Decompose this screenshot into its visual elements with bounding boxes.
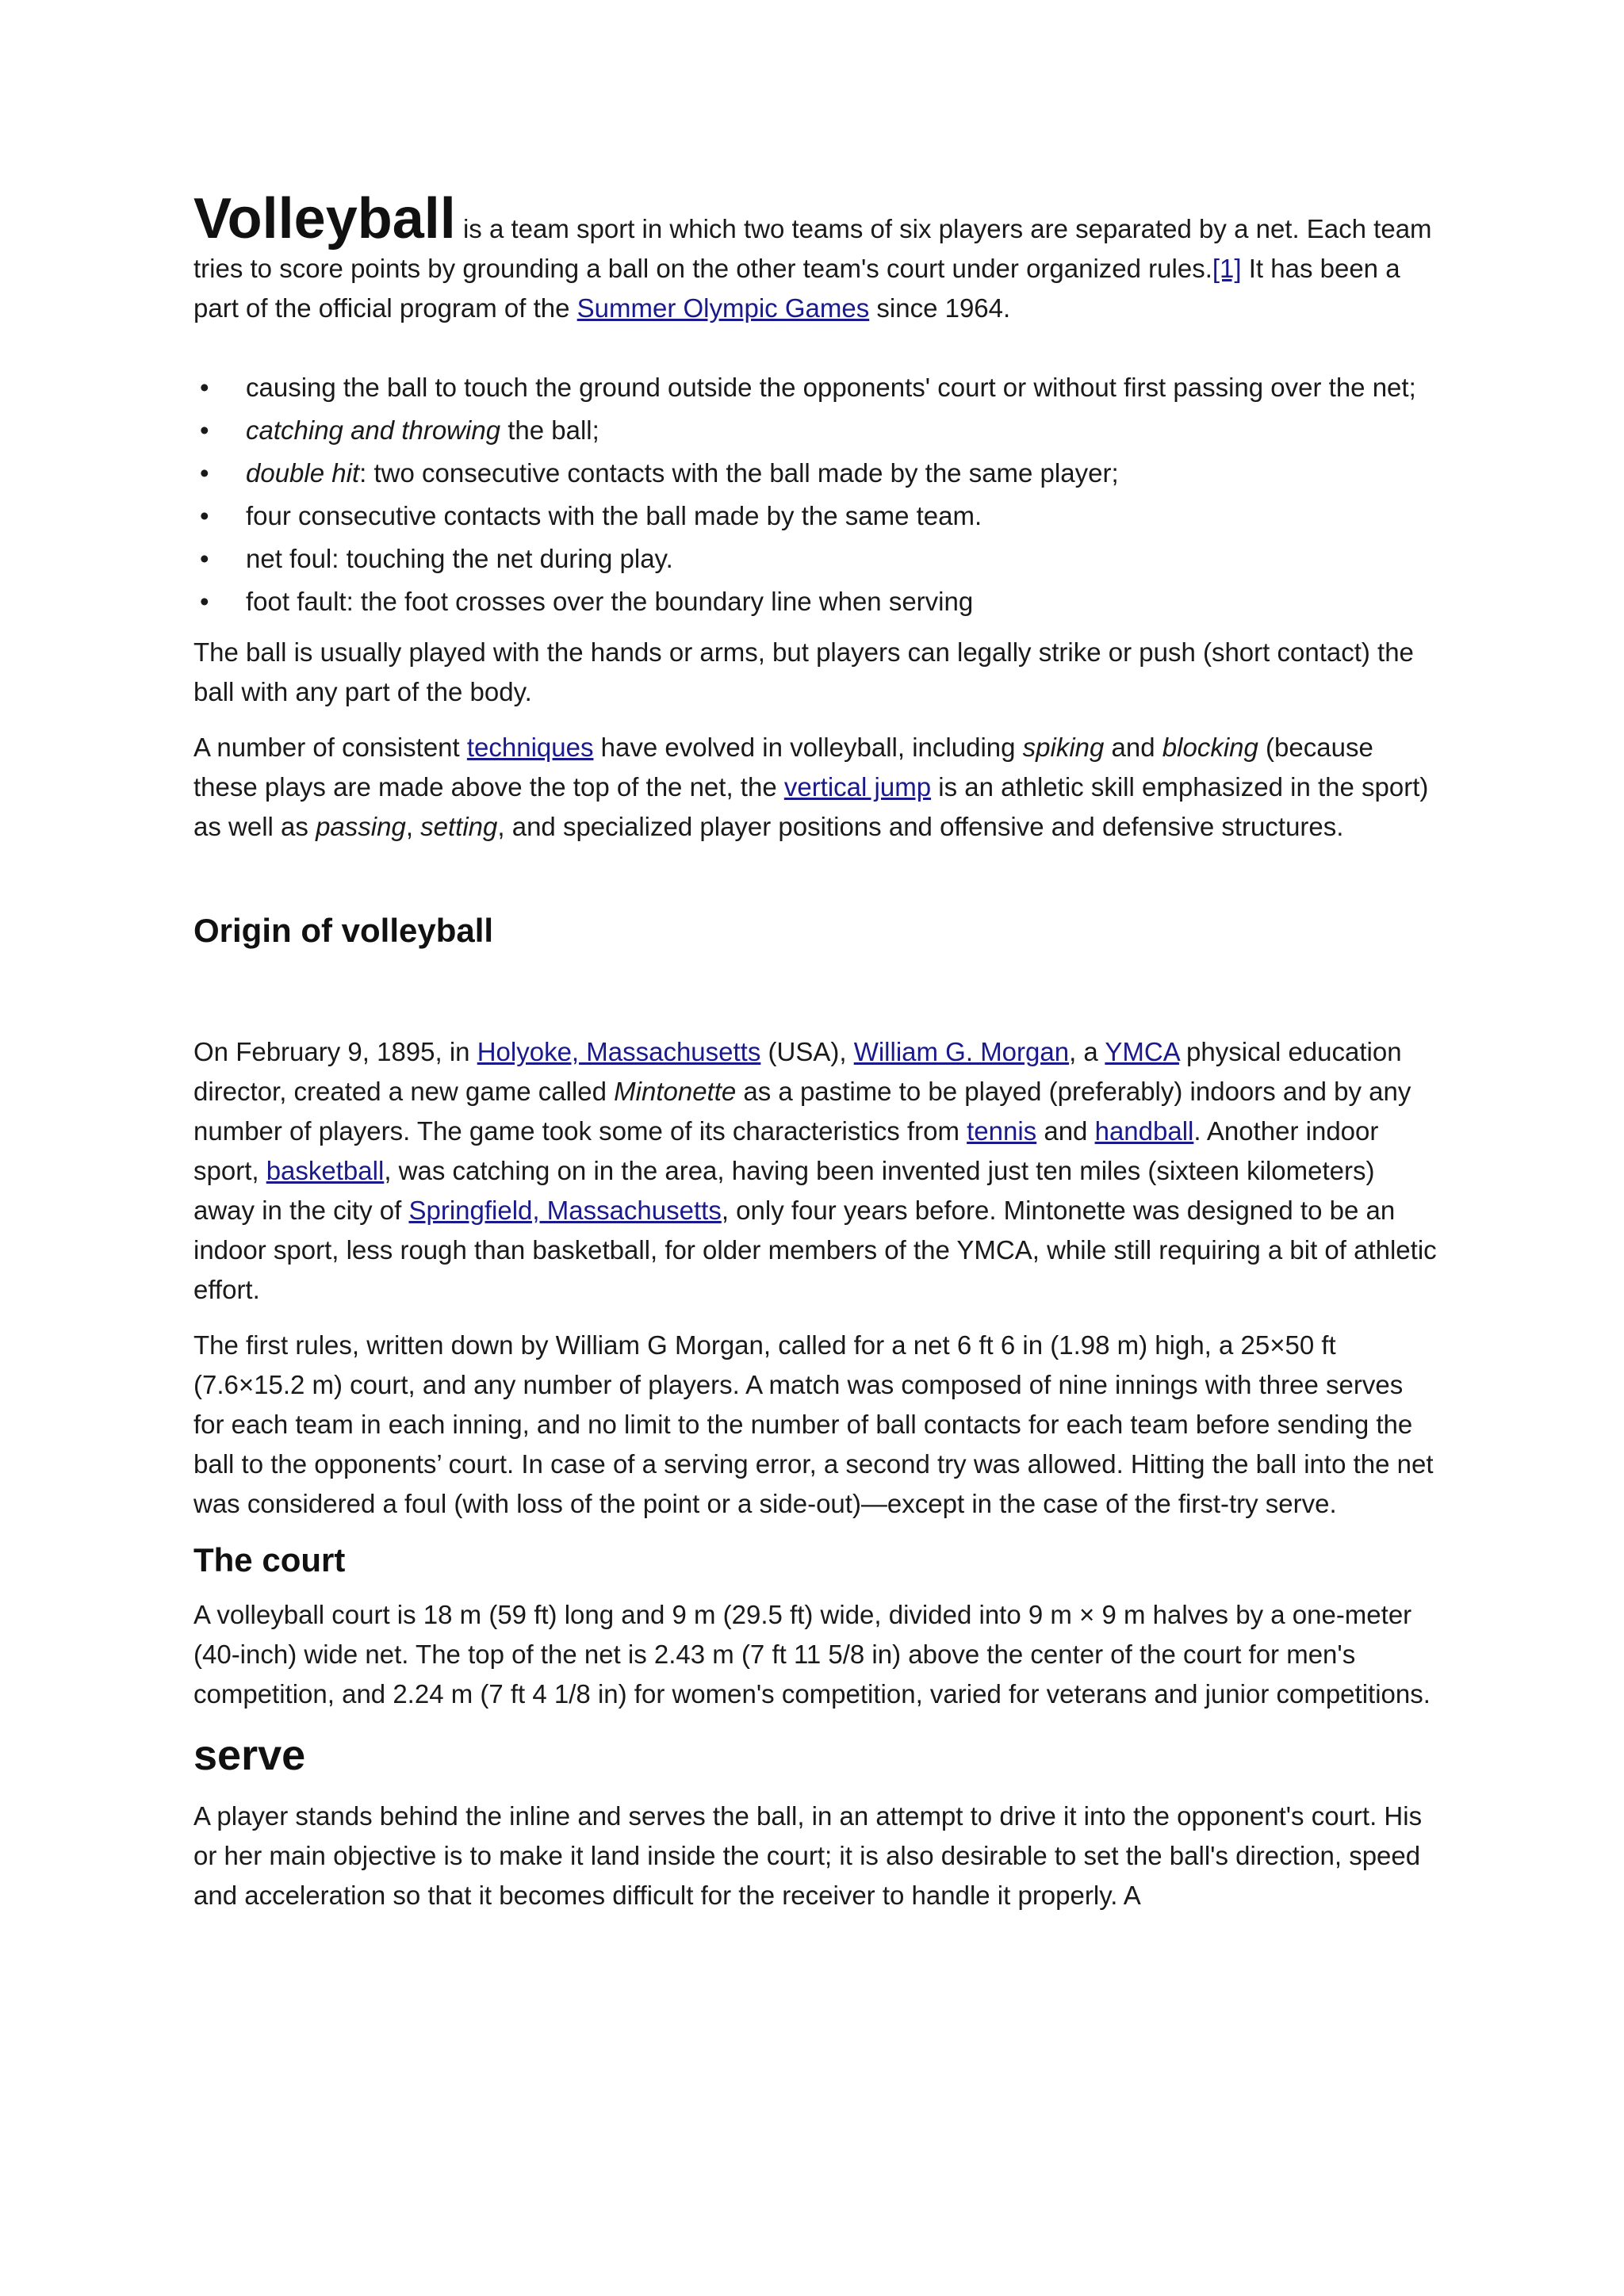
text-run: , bbox=[405, 812, 421, 841]
text-run: . Another indoor sport, bbox=[193, 1116, 1379, 1185]
emphasis-spiking: spiking bbox=[1022, 733, 1105, 762]
link-holyoke-massachusetts[interactable]: Holyoke, Massachusetts bbox=[477, 1037, 761, 1066]
text-run: have evolved in volleyball, including bbox=[593, 733, 1023, 762]
text-run: , a bbox=[1069, 1037, 1105, 1066]
list-item-text: causing the ball to touch the ground outside the opponents' court or without first passing over the net; bbox=[246, 373, 1416, 402]
heading-serve: serve bbox=[193, 1732, 306, 1779]
fouls-list bbox=[193, 368, 1438, 622]
bullet-icon: • bbox=[200, 544, 209, 573]
intro-text-1: is a team sport in which two teams of six players are separated by a net. Each team tries to score points by grounding a ball on the other team's court under organized rules. bbox=[193, 214, 1432, 283]
intro-text-3: since 1964. bbox=[869, 293, 1011, 323]
text-run: as a pastime to be played (preferably) indoors and by any number of players. The game took some of its characteristics from bbox=[193, 1077, 1411, 1146]
origin-paragraph bbox=[193, 1032, 1438, 1310]
emphasis-blocking: blocking bbox=[1162, 733, 1258, 762]
emphasis-setting: setting bbox=[420, 812, 498, 841]
list-item bbox=[193, 453, 1438, 493]
heading-origin: Origin of volleyball bbox=[193, 912, 494, 949]
link-techniques[interactable]: techniques bbox=[466, 733, 594, 762]
bullet-icon: • bbox=[200, 373, 209, 402]
list-item-text: : two consecutive contacts with the ball made by the same player; bbox=[359, 458, 1119, 488]
link-vertical-jump[interactable]: vertical jump bbox=[783, 772, 932, 802]
link-william-g-morgan[interactable]: William G. Morgan bbox=[853, 1037, 1070, 1066]
list-item-text: net foul: touching the net during play. bbox=[246, 544, 673, 573]
link-springfield-massachusetts[interactable]: Springfield, Massachusetts bbox=[408, 1196, 722, 1225]
emphasis-passing: passing bbox=[316, 812, 406, 841]
list-item bbox=[193, 368, 1438, 408]
list-item bbox=[193, 496, 1438, 536]
court-paragraph: A volleyball court is 18 m (59 ft) long and 9 m (29.5 ft) wide, divided into 9 m × 9 m halves by a one-meter (40-inch) wide net. The top of the net is 2.43 m (7 ft 11 5/8 in) above the center of the court for men's competition, and 2.24 m (7 ft 4 1/8 in) for women's competition, varied for veterans and junior competitions. bbox=[193, 1600, 1431, 1709]
link-summer-olympic-games[interactable]: Summer Olympic Games bbox=[576, 293, 870, 323]
bullet-icon: • bbox=[200, 587, 209, 616]
text-run: and bbox=[1104, 733, 1162, 762]
reference-link-1[interactable]: [1] bbox=[1212, 254, 1242, 283]
link-basketball[interactable]: basketball bbox=[266, 1156, 385, 1185]
intro-paragraph bbox=[193, 187, 1438, 328]
text-run: , was catching on in the area, having been invented just ten miles (sixteen kilometers) away in the city of bbox=[193, 1156, 1375, 1225]
text-run: is an athletic skill emphasized in the sport) as well as bbox=[193, 772, 1429, 841]
list-item-emphasis: catching and throwing bbox=[246, 415, 501, 445]
emphasis-mintonette: Mintonette bbox=[614, 1077, 737, 1106]
text-run: physical education director, created a new game called bbox=[193, 1037, 1402, 1106]
list-item bbox=[193, 539, 1438, 579]
text-run: and bbox=[1036, 1116, 1095, 1146]
list-item-text: the ball; bbox=[500, 415, 599, 445]
bullet-icon: • bbox=[200, 501, 209, 530]
intro-text-2: It has been a part of the official program of the bbox=[193, 254, 1400, 323]
text-run: , and specialized player positions and offensive and defensive structures. bbox=[497, 812, 1344, 841]
list-item-text: four consecutive contacts with the ball made by the same team. bbox=[246, 501, 982, 530]
text-run: , only four years before. Mintonette was designed to be an indoor sport, less rough than basketball, for older members of the YMCA, while still requiring a bit of athletic effort. bbox=[193, 1196, 1437, 1304]
bullet-icon: • bbox=[200, 415, 209, 445]
link-ymca[interactable]: YMCA bbox=[1105, 1037, 1179, 1066]
techniques-paragraph bbox=[193, 728, 1438, 847]
bullet-icon: • bbox=[200, 458, 209, 488]
document-body bbox=[193, 187, 1438, 1931]
hands-paragraph: The ball is usually played with the hands or arms, but players can legally strike or push (short contact) the ball with any part of the body. bbox=[193, 637, 1414, 706]
rules-paragraph: The first rules, written down by William G Morgan, called for a net 6 ft 6 in (1.98 m) high, a 25×50 ft (7.6×15.2 m) court, and any number of players. A match was composed of nine innings with three serves for each team in each inning, and no limit to the number of ball contacts for each team before sending the ball to the opponents’ court. In case of a serving error, a second try was allowed. Hitting the ball into the net was considered a foul (with loss of the point or a side-out)—except in the case of the first-try serve. bbox=[193, 1330, 1434, 1518]
list-item bbox=[193, 582, 1438, 622]
list-item bbox=[193, 411, 1438, 450]
list-item-emphasis: double hit bbox=[246, 458, 360, 488]
link-tennis[interactable]: tennis bbox=[967, 1116, 1037, 1146]
serve-paragraph: A player stands behind the inline and serves the ball, in an attempt to drive it into the opponent's court. His or her main objective is to make it land inside the court; it is also desirable to set the ball's direction, speed and acceleration so that it becomes difficult for the receiver to handle it properly. A bbox=[193, 1801, 1423, 1910]
link-handball[interactable]: handball bbox=[1094, 1116, 1194, 1146]
list-item-text: foot fault: the foot crosses over the boundary line when serving bbox=[246, 587, 974, 616]
text-run: On February 9, 1895, in bbox=[193, 1037, 477, 1066]
text-run: (USA), bbox=[760, 1037, 854, 1066]
document-title: Volleyball bbox=[193, 187, 456, 251]
text-run: (because these plays are made above the top of the net, the bbox=[193, 733, 1373, 802]
text-run: A number of consistent bbox=[193, 733, 467, 762]
heading-the-court: The court bbox=[193, 1541, 346, 1578]
